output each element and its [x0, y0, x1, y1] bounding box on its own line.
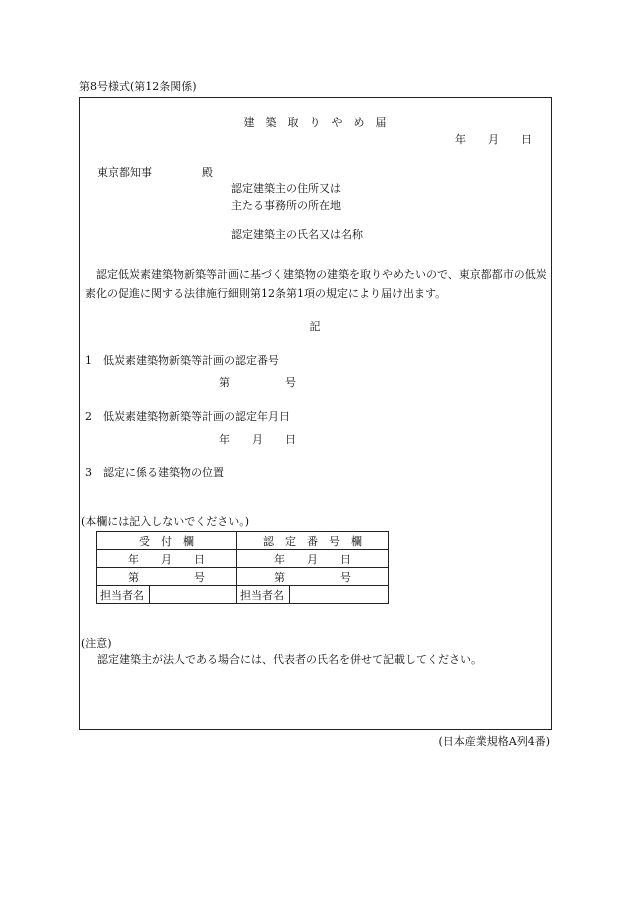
form-title: 建 築 取 り や め 届 — [243, 116, 387, 129]
office-use-table — [96, 531, 389, 604]
body-text: 認定低炭素建築物新築等計画に基づく建築物の建築を取りやめたいので、東京都都市の低炭素化の促進に関する法律施行細則第12条第1項の規定により届け出ます。 — [85, 268, 547, 300]
approval-person-field — [290, 586, 389, 604]
addressee-honorific: 殿 — [202, 166, 213, 179]
approval-date-cell: 年 月 日 — [237, 550, 389, 568]
form-number: 第8号様式(第12条関係) — [79, 80, 197, 93]
table-row — [97, 550, 389, 568]
footer-standard: (日本産業規格A列4番) — [438, 735, 550, 748]
approval-number-column-header: 認 定 番 号 欄 — [237, 532, 389, 550]
table-row — [97, 532, 389, 550]
office-use-note: (本欄には記入しないでください。) — [81, 515, 250, 528]
item-2-label: 2 低炭素建築物新築等計画の認定年月日 — [85, 410, 290, 423]
applicant-address-label-1: 認定建築主の住所又は — [231, 182, 341, 195]
date-line: 年 月 日 — [455, 133, 532, 146]
ki-heading: 記 — [309, 320, 321, 333]
reception-person-label: 担当者名 — [97, 586, 150, 604]
reception-person-field — [150, 586, 237, 604]
item-3-label: 3 認定に係る建築物の位置 — [85, 466, 224, 479]
reception-number-cell: 第 号 — [97, 568, 237, 586]
applicant-address-label-2: 主たる事務所の所在地 — [231, 199, 341, 212]
addressee-governor: 東京都知事 — [97, 166, 152, 179]
table-row — [97, 568, 389, 586]
item-2-value: 年 月 日 — [219, 433, 296, 446]
notes-heading: (注意) — [81, 637, 112, 650]
table-row — [97, 586, 389, 604]
item-1-value: 第 号 — [219, 376, 296, 389]
reception-column-header: 受 付 欄 — [97, 532, 237, 550]
notes-text: 認定建築主が法人である場合には、代表者の氏名を併せて記載してください。 — [97, 653, 482, 666]
applicant-name-label: 認定建築主の氏名又は名称 — [231, 228, 363, 241]
approval-person-label: 担当者名 — [237, 586, 290, 604]
item-1-label: 1 低炭素建築物新築等計画の認定番号 — [85, 354, 279, 367]
reception-date-cell: 年 月 日 — [97, 550, 237, 568]
approval-number-cell: 第 号 — [237, 568, 389, 586]
